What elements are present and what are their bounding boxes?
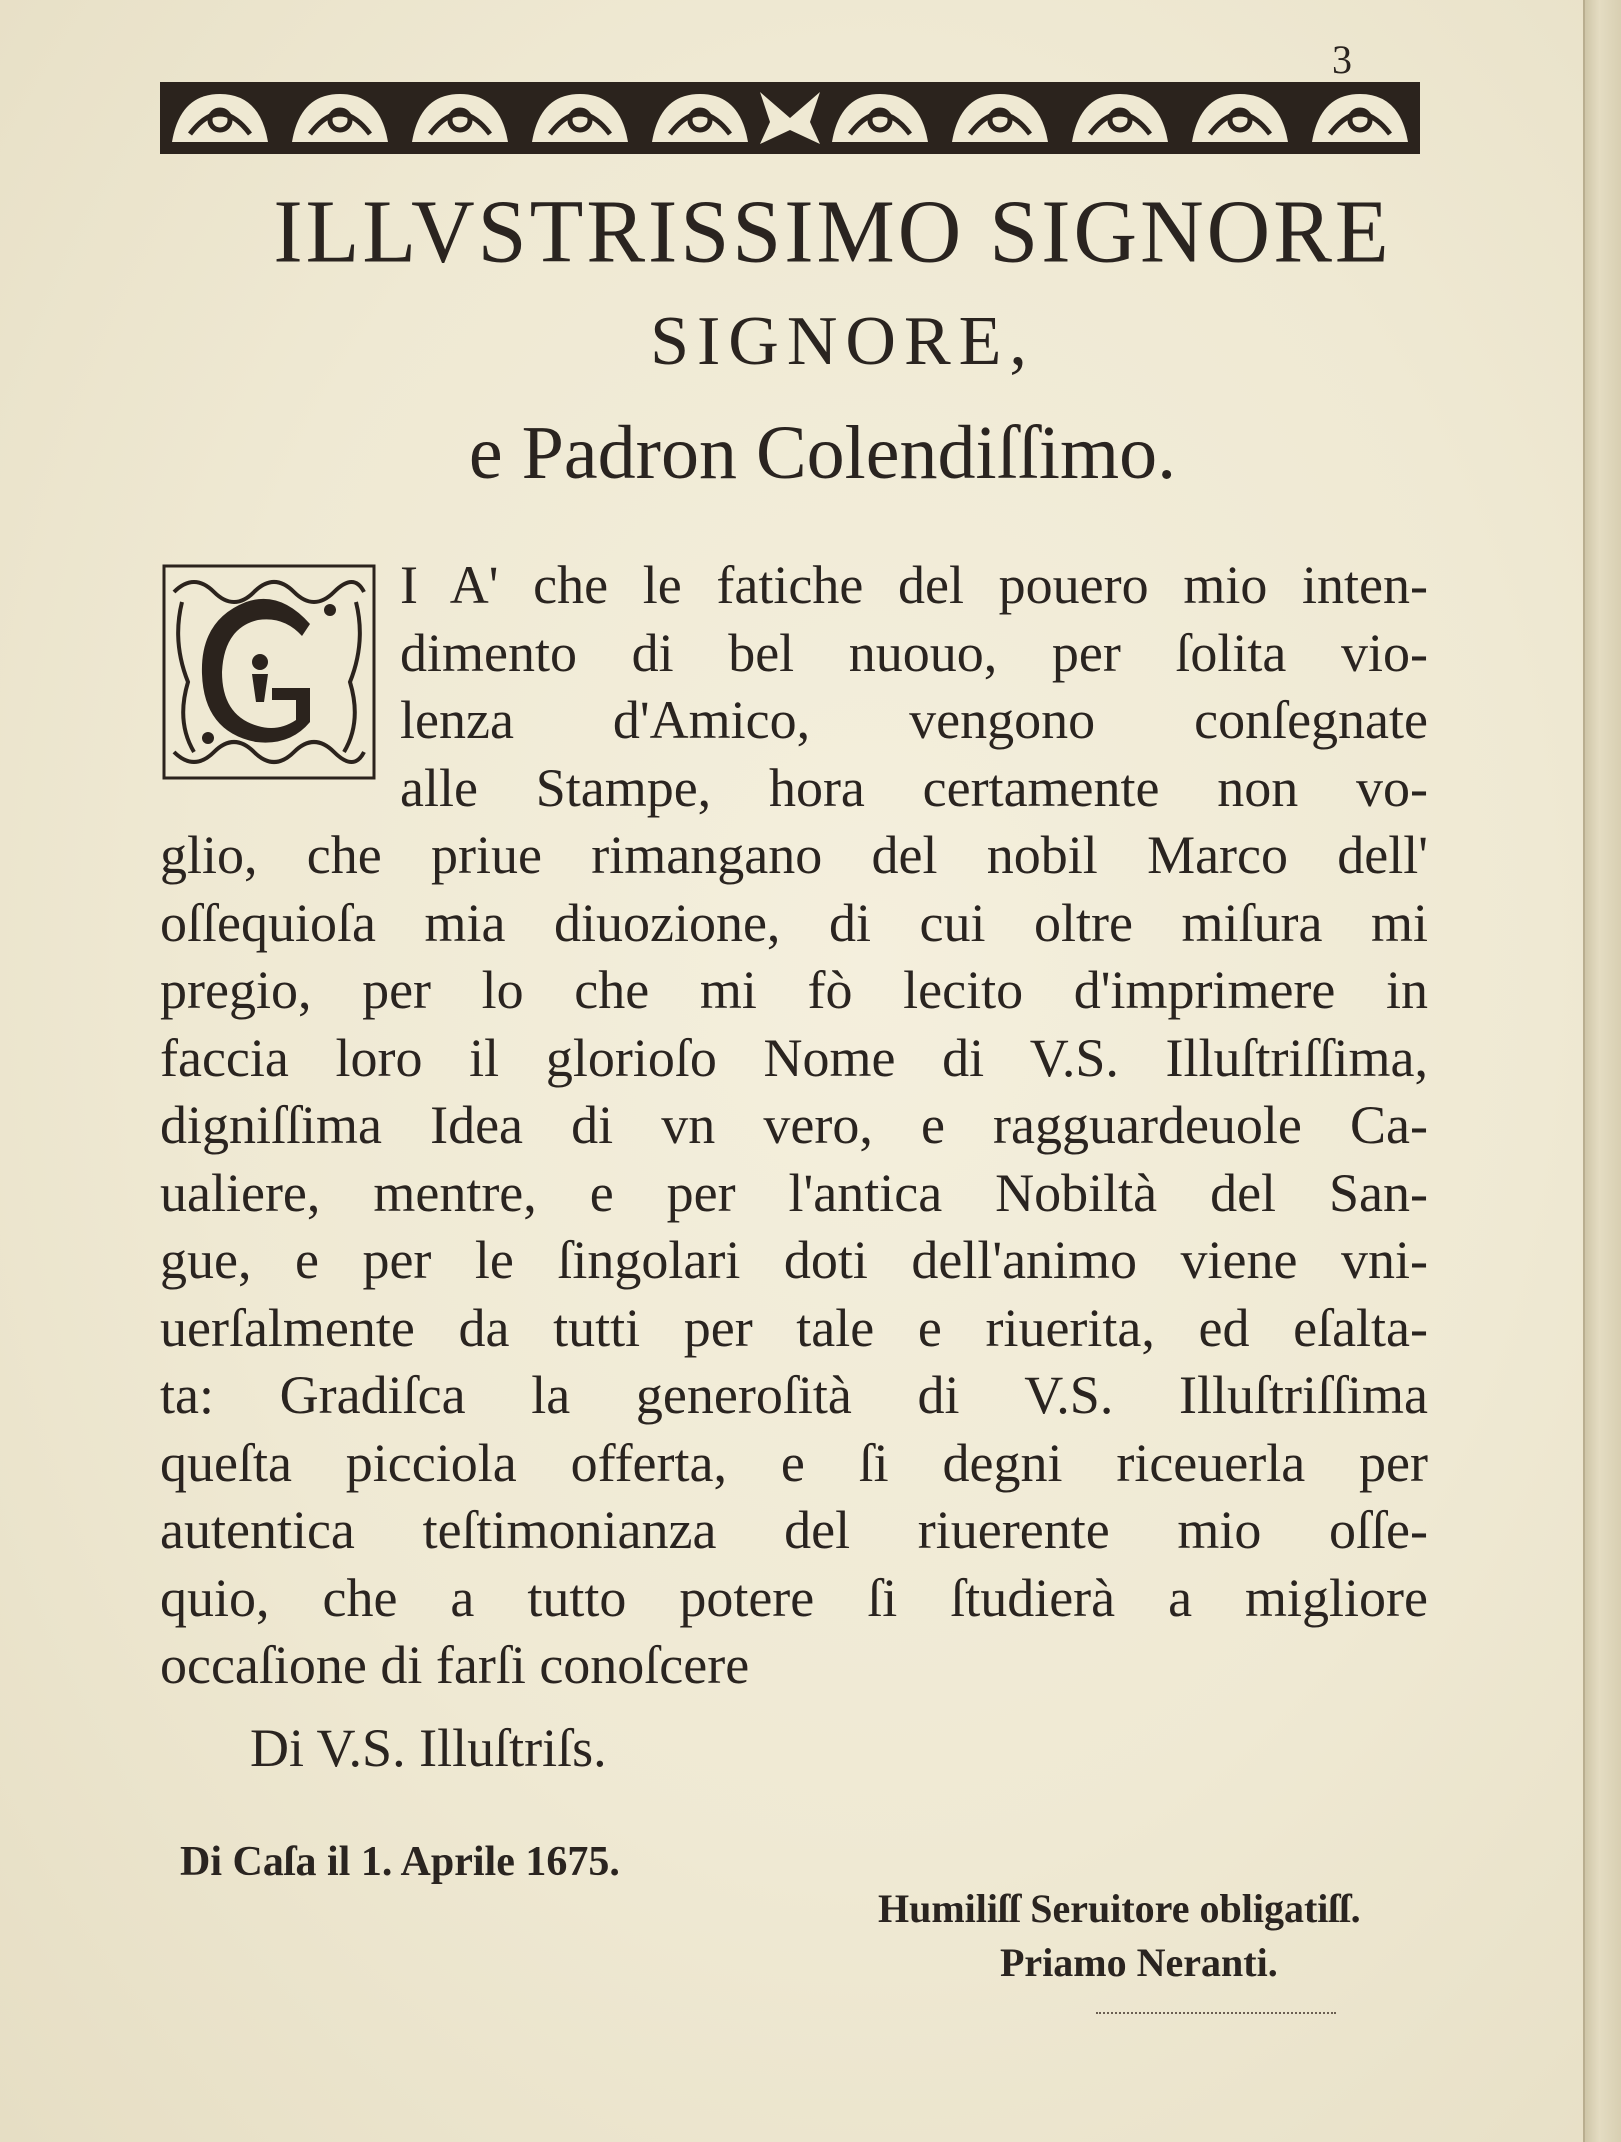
page-edge [1583,0,1621,2142]
signature-block [878,1882,1361,1990]
heading-line-3: e Padron Colendiſſimo. [468,411,1177,495]
body-line: quio, che a tutto potere ſi ſtudierà a migliore [160,1567,1428,1628]
body-line: lenza d'Amico, vengono conſegnate [400,690,1428,750]
body-line: faccia loro il glorioſo Nome di V.S. Illuſtriſſima, [160,1027,1428,1088]
body-line: I A' che le fatiche del pouero mio inten- [400,555,1428,615]
signature-rule [1096,2012,1336,2016]
body-line: ualiere, mentre, e per l'antica Nobiltà del San- [160,1162,1428,1223]
signature-line-1: Humiliſſ Seruitore obligatiſſ. [878,1886,1361,1931]
dedication-body [160,552,1428,1700]
body-line: digniſſima Idea di vn vero, e ragguardeuole Ca- [160,1095,1428,1155]
ornamental-headpiece [160,82,1420,154]
body-line: occaſione di farſi conoſcere [160,1635,750,1695]
heading-line-2: SIGNORE, [650,303,1035,380]
body-line: dimento di bel nuouo, per ſolita vio- [400,622,1428,683]
body-line: uerſalmente da tutti per tale e riuerita, ed eſalta- [160,1297,1428,1358]
body-line: oſſequioſa mia diuozione, di cui oltre miſura mi [160,892,1428,953]
page-number: 3 [1332,37,1352,82]
body-line: alle Stampe, hora certamente non vo- [400,757,1428,818]
date-line: Di Caſa il 1. Aprile 1675. [180,1839,620,1885]
body-line: queſta picciola offerta, e ſi degni riceuerla per [160,1432,1428,1493]
closing-salutation: Di V.S. Illuſtriſs. [250,1718,607,1778]
body-line: glio, che priue rimangano del nobil Marco dell' [160,825,1428,885]
body-line: pregio, per lo che mi fò lecito d'imprimere in [160,960,1428,1020]
body-line: autentica teſtimonianza del riuerente mio oſſe- [160,1500,1428,1560]
body-line: ta: Gradiſca la generoſità di V.S. Illuſtriſſima [160,1365,1428,1425]
heading-line-1: ILLVSTRISSIMO SIGNORE [273,183,1392,282]
body-line: gue, e per le ſingolari doti dell'animo viene vni- [160,1230,1428,1290]
signature-line-2: Priamo Neranti. [1000,1940,1278,1985]
